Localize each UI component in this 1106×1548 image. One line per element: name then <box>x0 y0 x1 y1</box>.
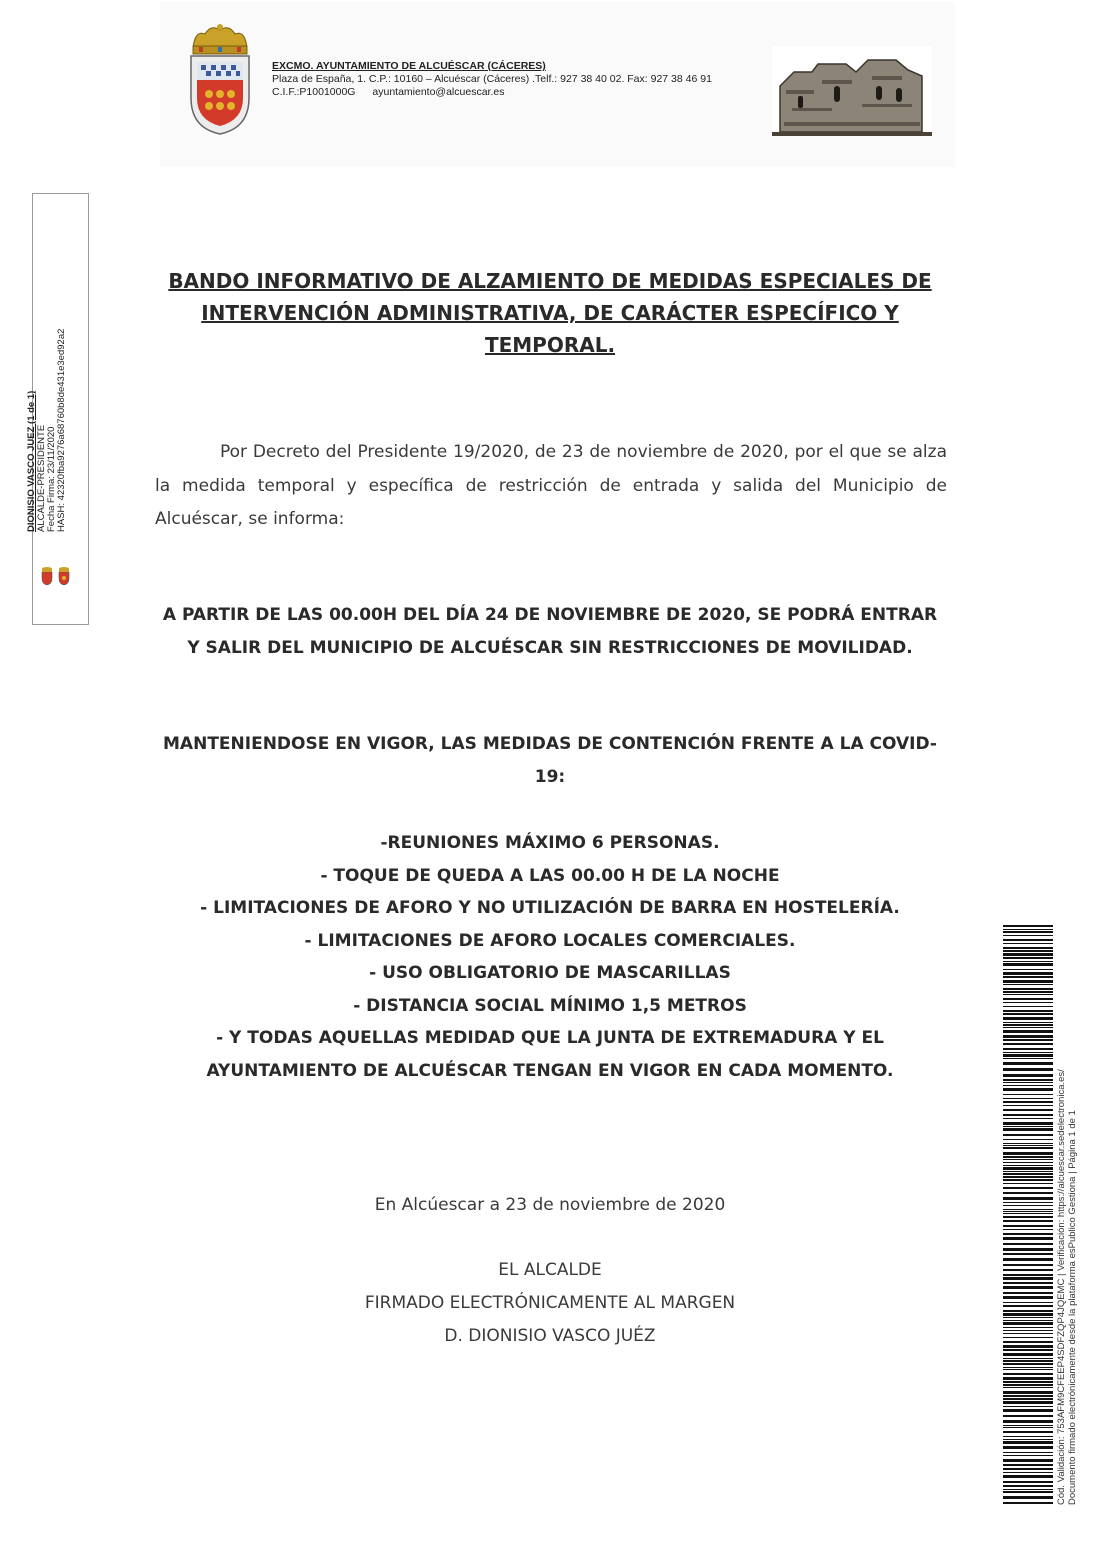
barcode-bar <box>1003 1074 1053 1077</box>
barcode-bar <box>1003 1391 1053 1394</box>
barcode-bar <box>1003 1398 1053 1400</box>
barcode-bar <box>1003 1192 1053 1194</box>
validation-code: Cód. Validación: 753AFM9CFEEP4SDFZQP4JQEMC | Verificación: https://alcuescar.sedelectronica.es/ <box>1056 1069 1067 1505</box>
barcode-bar <box>1003 1128 1053 1131</box>
barcode-bar <box>1003 1468 1053 1470</box>
barcode-bar <box>1003 1022 1053 1023</box>
barcode-bar <box>1003 1167 1053 1170</box>
barcode-bar <box>1003 1039 1053 1041</box>
barcode-bar <box>1003 1441 1053 1444</box>
barcode-bar <box>1003 1010 1053 1012</box>
barcode-bar <box>1003 1030 1053 1033</box>
barcode-bar <box>1003 1333 1053 1334</box>
small-crest-icon <box>38 566 76 586</box>
barcode-bar <box>1003 1330 1053 1331</box>
barcode-bar <box>1003 1002 1053 1003</box>
barcode-bar <box>1003 1126 1053 1127</box>
measure-item: - DISTANCIA SOCIAL MÍNIMO 1,5 METROS <box>353 995 747 1016</box>
barcode-bar <box>1003 1156 1053 1158</box>
barcode-bar <box>1003 991 1053 993</box>
barcode-bar <box>1003 961 1053 962</box>
measure-item: - LIMITACIONES DE AFORO Y NO UTILIZACIÓN DE BARRA EN HOSTELERÍA. <box>200 898 900 918</box>
barcode-bar <box>1003 1317 1053 1318</box>
barcode-bar <box>1003 1310 1053 1312</box>
barcode-bar <box>1003 1139 1053 1140</box>
barcode-bar <box>1003 1322 1053 1325</box>
title-line-2: INTERVENCIÓN ADMINISTRATIVA, DE CARÁCTER ESPECÍFICO Y <box>201 301 899 325</box>
signer-full-name: D. DIONISIO VASCO JUÉZ <box>444 1326 656 1346</box>
barcode-bar <box>1003 935 1053 936</box>
barcode-bar <box>1003 1233 1053 1235</box>
barcode-bar <box>1003 1088 1053 1091</box>
barcode-bar <box>1003 1395 1053 1397</box>
barcode-bar <box>1003 1027 1053 1028</box>
barcode-bar <box>1003 1035 1053 1038</box>
barcode-bar <box>1003 950 1053 952</box>
barcode-bar <box>1003 1209 1053 1210</box>
signer-role: ALCALDE-PRESIDENTE <box>36 424 47 532</box>
barcode-bar <box>1003 1052 1053 1053</box>
barcode-bar <box>1003 1202 1053 1203</box>
barcode-bar <box>1003 1320 1053 1321</box>
barcode-bar <box>1003 1296 1053 1299</box>
signer-note: FIRMADO ELECTRÓNICAMENTE AL MARGEN <box>364 1293 736 1313</box>
barcode-bar <box>1003 988 1053 990</box>
barcode-bar <box>1003 953 1053 956</box>
church-photo-icon <box>772 46 932 136</box>
signature-stamp-text <box>27 232 71 532</box>
barcode-bar <box>1003 994 1053 995</box>
barcode-bar <box>1003 969 1053 970</box>
maintained-measures-heading: MANTENIENDOSE EN VIGOR, LAS MEDIDAS DE CONTENCIÓN FRENTE A LA COVID-19: <box>163 734 937 787</box>
barcode-bar <box>1003 1459 1053 1462</box>
barcode-bar <box>1003 1360 1053 1362</box>
barcode-bar <box>1003 1006 1053 1007</box>
barcode-bar <box>1003 1062 1053 1065</box>
validation-text <box>1056 990 1100 1505</box>
barcode-bar <box>1003 1152 1053 1155</box>
barcode-bar <box>1003 1277 1053 1280</box>
barcode-bar <box>1003 939 1053 941</box>
barcode-bar <box>1003 1068 1053 1071</box>
barcode-bar <box>1003 1082 1053 1083</box>
signature-hash: HASH: 42320fba9276a68760b8de431e3ed92a2 <box>56 328 67 532</box>
barcode-bar <box>1003 1098 1053 1099</box>
barcode-bar <box>1003 1101 1053 1103</box>
barcode-bar <box>1003 1243 1053 1245</box>
measures-list <box>160 827 940 1087</box>
barcode-bar <box>1003 1058 1053 1059</box>
barcode-bar <box>1003 1502 1053 1504</box>
barcode-bar <box>1003 1162 1053 1163</box>
barcode-bar <box>1003 1464 1053 1466</box>
barcode-bar <box>1003 1427 1053 1428</box>
place-date: En Alcúescar a 23 de noviembre de 2020 <box>374 1195 726 1215</box>
barcode-bar <box>1003 1264 1053 1266</box>
barcode-bar <box>1003 1305 1053 1307</box>
barcode-bar <box>1003 998 1053 1000</box>
barcode-bar <box>1003 1258 1053 1261</box>
letterhead-text <box>272 60 762 99</box>
letterhead-title: EXCMO. AYUNTAMIENTO DE ALCUÉSCAR (CÁCERES) <box>272 60 546 72</box>
barcode-bar <box>1003 1367 1053 1368</box>
barcode-bar <box>1003 1446 1053 1449</box>
barcode-bar <box>1003 1363 1053 1365</box>
barcode-bar <box>1003 1187 1053 1189</box>
barcode-bar <box>1003 1183 1053 1184</box>
barcode-bar <box>1003 1425 1053 1426</box>
measure-item: -REUNIONES MÁXIMO 6 PERSONAS. <box>380 833 720 853</box>
barcode-bar <box>1003 1431 1053 1433</box>
barcode-bar <box>1003 1114 1053 1116</box>
measure-item: - LIMITACIONES DE AFORO LOCALES COMERCIALES. <box>304 930 796 951</box>
barcode-bar <box>1003 1409 1053 1412</box>
barcode-bar <box>1003 1024 1053 1026</box>
measure-item: - Y TODAS AQUELLAS MEDIDAD QUE LA JUNTA DE EXTREMADURA Y EL <box>216 1028 884 1048</box>
barcode-bar <box>1003 1415 1053 1417</box>
barcode-bar <box>1003 931 1053 933</box>
barcode-bar <box>1003 1274 1053 1276</box>
barcode-bar <box>1003 1143 1053 1144</box>
barcode-bar <box>1003 1481 1053 1483</box>
barcode-bar <box>1003 947 1053 949</box>
barcode-bar <box>1003 1341 1053 1343</box>
barcode-bar <box>1003 1381 1053 1383</box>
barcode-bar <box>1003 925 1053 927</box>
barcode-bar <box>1003 1353 1053 1356</box>
letterhead-address: Plaza de España, 1. C.P.: 10160 – Alcuéscar (Cáceres) .Telf.: 927 38 40 02. Fax: 927 38 46 91 <box>272 73 712 85</box>
barcode-bar <box>1003 976 1053 978</box>
coat-of-arms-icon <box>185 20 255 138</box>
barcode-bar <box>1003 1358 1053 1359</box>
barcode-bar <box>1003 1122 1053 1125</box>
letterhead-email: ayuntamiento@alcuescar.es <box>372 86 505 98</box>
barcode-bar <box>1003 1085 1053 1086</box>
barcode-bar <box>1003 1118 1053 1119</box>
barcode-bar <box>1003 963 1053 966</box>
barcode-bar <box>1003 1211 1053 1212</box>
barcode-bar <box>1003 1384 1053 1386</box>
barcode-bar <box>1003 1282 1053 1284</box>
barcode-bar <box>1003 984 1053 985</box>
barcode-bar <box>1003 1269 1053 1271</box>
barcode-bar <box>1003 1489 1053 1490</box>
signer-name: DIONISIO VASCO JUEZ (1 de 1) <box>26 390 37 532</box>
barcode-bar <box>1003 980 1053 983</box>
barcode-bar <box>1003 1373 1053 1375</box>
barcode-bar <box>1003 1345 1053 1348</box>
barcode-bar <box>1003 1205 1053 1206</box>
barcode-bar <box>1003 1302 1053 1303</box>
barcode-bar <box>1003 943 1053 944</box>
barcode-bar <box>1003 957 1053 959</box>
barcode-bar <box>1003 1452 1053 1453</box>
barcode-bar <box>1003 929 1053 930</box>
barcode-icon <box>1003 925 1053 1505</box>
intro-paragraph: Por Decreto del Presidente 19/2020, de 23 de noviembre de 2020, por el que se alza la medida temporal y específica de restricción de entrada y salida del Municipio de Alcuéscar, se informa: <box>155 442 947 529</box>
barcode-bar <box>1003 1406 1053 1407</box>
barcode-bar <box>1003 1327 1053 1328</box>
signature-date: Fecha Firma: 23/11/2020 <box>46 426 57 532</box>
barcode-bar <box>1003 1455 1053 1456</box>
barcode-bar <box>1003 1176 1053 1178</box>
barcode-bar <box>1003 1292 1053 1294</box>
barcode-bar <box>1003 1491 1053 1493</box>
barcode-bar <box>1003 1017 1053 1020</box>
barcode-bar <box>1003 1145 1053 1146</box>
barcode-bar <box>1003 1253 1053 1255</box>
barcode-bar <box>1003 1472 1053 1473</box>
document-title <box>150 265 950 361</box>
barcode-bar <box>1003 1094 1053 1095</box>
barcode-bar <box>1003 1147 1053 1149</box>
measure-item: - USO OBLIGATORIO DE MASCARILLAS <box>369 963 731 983</box>
barcode-bar <box>1003 1048 1053 1050</box>
barcode-bar <box>1003 1225 1053 1227</box>
barcode-bar <box>1003 1229 1053 1230</box>
barcode-bar <box>1003 1401 1053 1404</box>
barcode-bar <box>1003 1159 1053 1160</box>
barcode-bar <box>1003 1079 1053 1081</box>
barcode-bar <box>1003 1248 1053 1251</box>
barcode-bar <box>1003 1197 1053 1200</box>
barcode-bar <box>1003 1220 1053 1222</box>
barcode-bar <box>1003 1337 1053 1338</box>
barcode-bar <box>1003 1377 1053 1380</box>
barcode-bar <box>1003 1165 1053 1166</box>
barcode-bar <box>1003 1286 1053 1289</box>
barcode-bar <box>1003 1485 1053 1487</box>
announcement-paragraph: A PARTIR DE LAS 00.00H DEL DÍA 24 DE NOVIEMBRE DE 2020, SE PODRÁ ENTRAR Y SALIR DEL MUNICIPIO DE ALCUÉSCAR SIN RESTRICCIONES DE MOVILIDAD. <box>162 605 938 658</box>
measure-item: - TOQUE DE QUEDA A LAS 00.00 H DE LA NOCHE <box>320 865 780 886</box>
barcode-bar <box>1003 1173 1053 1175</box>
barcode-bar <box>1003 1349 1053 1351</box>
title-line-3: TEMPORAL. <box>484 333 616 357</box>
barcode-bar <box>1003 1475 1053 1478</box>
measure-item: AYUNTAMIENTO DE ALCUÉSCAR TENGAN EN VIGOR EN CADA MOMENTO. <box>206 1060 894 1081</box>
barcode-bar <box>1003 1420 1053 1423</box>
signature-block <box>150 1254 950 1353</box>
title-line-1: BANDO INFORMATIVO DE ALZAMIENTO DE MEDIDAS ESPECIALES DE <box>168 269 932 293</box>
barcode-bar <box>1003 1436 1053 1437</box>
barcode-bar <box>1003 1013 1053 1015</box>
barcode-bar <box>1003 1134 1053 1136</box>
barcode-bar <box>1003 1313 1053 1316</box>
barcode-bar <box>1003 1171 1053 1172</box>
letterhead-cif-line <box>272 86 762 99</box>
barcode-bar <box>1003 1439 1053 1440</box>
barcode-bar <box>1003 1216 1053 1218</box>
barcode-bar <box>1003 1496 1053 1499</box>
barcode-bar <box>1003 1054 1053 1057</box>
barcode-bar <box>1003 1369 1053 1370</box>
barcode-bar <box>1003 972 1053 975</box>
barcode-bar <box>1003 1179 1053 1181</box>
barcode-bar <box>1003 1213 1053 1214</box>
letterhead-cif: C.I.F.:P1001000G <box>272 86 356 98</box>
validation-platform: Documento firmado electrónicamente desde la plataforma esPublico Gestiona | Página 1 de 1 <box>1067 1110 1078 1505</box>
barcode-bar <box>1003 1387 1053 1388</box>
barcode-bar <box>1003 1237 1053 1240</box>
barcode-bar <box>1003 1043 1053 1045</box>
barcode-bar <box>1003 1105 1053 1106</box>
signer-title: EL ALCALDE <box>498 1260 602 1280</box>
barcode-bar <box>1003 1109 1053 1111</box>
